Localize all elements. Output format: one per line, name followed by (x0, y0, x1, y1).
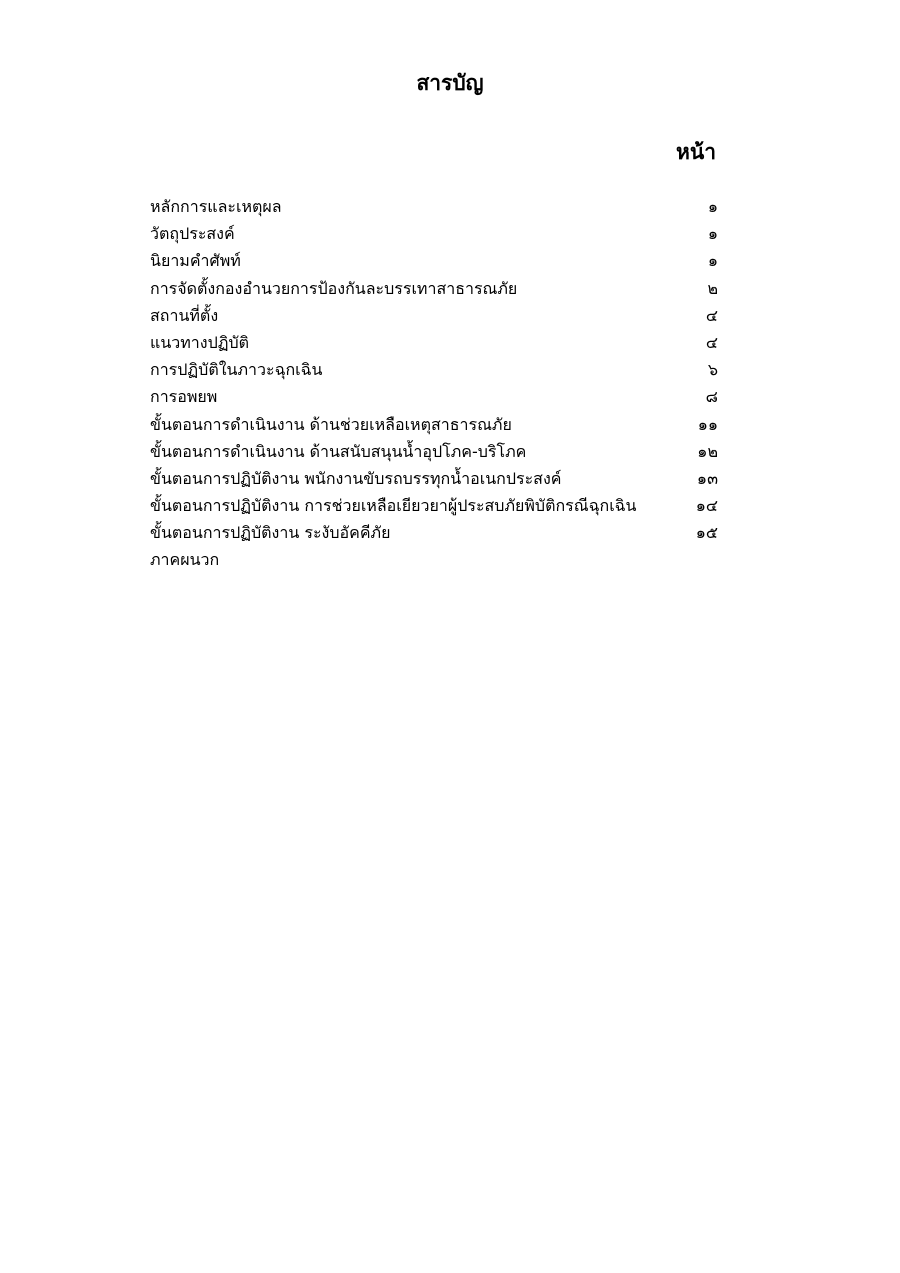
toc-entry-title: ขั้นตอนการดำเนินงาน ด้านช่วยเหลือเหตุสาธารณภัย (150, 414, 512, 434)
toc-entry-page: ๑ (707, 251, 718, 271)
toc-entry (150, 220, 718, 247)
page-number-column-header: หน้า (676, 140, 716, 164)
toc-entry (150, 519, 718, 546)
toc-entry (150, 247, 718, 274)
toc-entry-page: ๑๒ (697, 441, 718, 461)
toc-entry-page: ๔ (705, 332, 718, 352)
toc-entry (150, 193, 718, 220)
toc-entry-page: ๑๓ (696, 468, 718, 488)
table-of-contents (150, 193, 718, 574)
toc-entry-title: การอพยพ (150, 387, 218, 407)
toc-entry (150, 411, 718, 438)
toc-entry (150, 383, 718, 410)
toc-entry-page: ๑๕ (695, 523, 718, 543)
toc-entry (150, 275, 718, 302)
toc-entry-page: ๑๑ (697, 414, 718, 434)
toc-entry-title: นิยามคำศัพท์ (150, 251, 241, 271)
toc-entry-page: ๑ (707, 224, 718, 244)
toc-entry-title: สถานที่ตั้ง (150, 305, 219, 325)
toc-entry (150, 465, 718, 492)
toc-entry-page: ๖ (707, 360, 718, 380)
toc-entry (150, 492, 718, 519)
toc-entry-page: ๑๔ (695, 496, 718, 516)
toc-entry (150, 302, 718, 329)
toc-entry-title: การจัดตั้งกองอำนวยการป้องกันละบรรเทาสาธารณภัย (150, 278, 518, 298)
toc-entry-page: ๘ (705, 387, 718, 407)
toc-entry (150, 438, 718, 465)
toc-entry-title: ขั้นตอนการปฏิบัติงาน ระงับอัคคีภัย (150, 523, 391, 543)
toc-entry (150, 356, 718, 383)
toc-entry (150, 546, 718, 573)
toc-entry-title: ขั้นตอนการปฏิบัติงาน การช่วยเหลือเยียวยาผู้ประสบภัยพิบัติกรณีฉุกเฉิน (150, 496, 637, 516)
toc-entry-title: วัตถุประสงค์ (150, 224, 235, 244)
toc-entry-title: หลักการและเหตุผล (150, 197, 282, 216)
toc-entry-title: การปฏิบัติในภาวะฉุกเฉิน (150, 360, 323, 380)
toc-entry-title: ขั้นตอนการปฏิบัติงาน พนักงานขับรถบรรทุกน้ำอเนกประสงค์ (150, 468, 562, 488)
toc-entry-title: ขั้นตอนการดำเนินงาน ด้านสนับสนุนน้ำอุปโภค-บริโภค (150, 441, 527, 461)
toc-entry-page: ๔ (705, 305, 718, 325)
toc-entry (150, 329, 718, 356)
toc-entry-title: แนวทางปฏิบัติ (150, 332, 250, 352)
toc-entry-page: ๑ (707, 197, 718, 216)
toc-entry-page: ๒ (707, 278, 718, 298)
page-title: สารบัญ (416, 71, 484, 95)
toc-entry-title: ภาคผนวก (150, 550, 220, 570)
